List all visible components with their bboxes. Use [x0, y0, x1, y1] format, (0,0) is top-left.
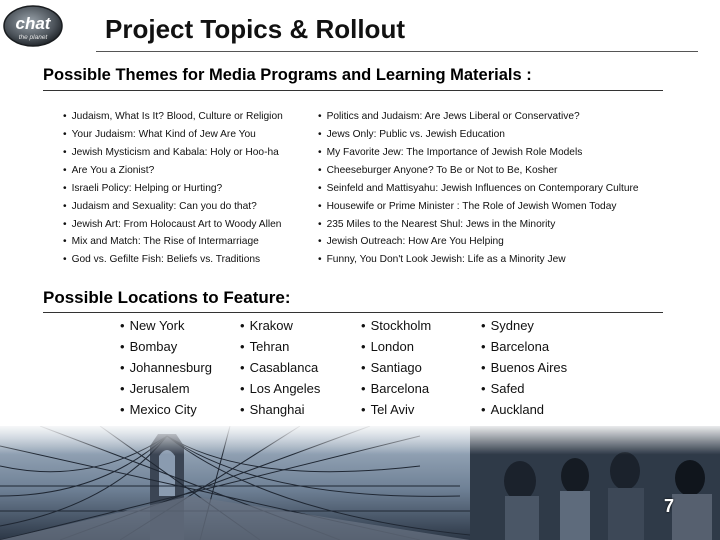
- location-item: • London: [361, 339, 414, 354]
- location-item: • Jerusalem: [120, 381, 190, 396]
- theme-item: • Israeli Policy: Helping or Hurting?: [63, 183, 222, 194]
- location-item: • Stockholm: [361, 318, 431, 333]
- themes-heading: Possible Themes for Media Programs and Learning Materials :: [43, 66, 532, 84]
- theme-item: • Jews Only: Public vs. Jewish Education: [318, 129, 505, 140]
- bridge-photo-banner: [0, 426, 720, 540]
- page-number: 7: [664, 496, 675, 516]
- location-item: • Auckland: [481, 402, 544, 417]
- logo-subtext: the planet: [18, 34, 48, 41]
- locations-heading: Possible Locations to Feature:: [43, 288, 291, 307]
- location-item: • Safed: [481, 381, 525, 396]
- theme-item: • Seinfeld and Mattisyahu: Jewish Influences on Contemporary Culture: [318, 183, 639, 194]
- theme-item: • Cheeseburger Anyone? To Be or Not to Be, Kosher: [318, 165, 557, 176]
- theme-item: • Are You a Zionist?: [63, 165, 154, 176]
- locations-divider: [43, 312, 663, 313]
- location-item: • Bombay: [120, 339, 177, 354]
- location-item: • Tehran: [240, 339, 289, 354]
- themes-divider: [43, 90, 663, 91]
- location-item: • Casablanca: [240, 360, 318, 375]
- location-item: • Buenos Aires: [481, 360, 567, 375]
- theme-item: • My Favorite Jew: The Importance of Jewish Role Models: [318, 147, 582, 158]
- theme-item: • Jewish Art: From Holocaust Art to Woody Allen: [63, 219, 281, 230]
- location-item: • Shanghai: [240, 402, 305, 417]
- theme-item: • God vs. Gefilte Fish: Beliefs vs. Traditions: [63, 254, 260, 265]
- theme-item: • Judaism, What Is It? Blood, Culture or Religion: [63, 111, 283, 122]
- location-item: • Tel Aviv: [361, 402, 414, 417]
- location-item: • Sydney: [481, 318, 534, 333]
- theme-item: • 235 Miles to the Nearest Shul: Jews in the Minority: [318, 219, 555, 230]
- theme-item: • Funny, You Don't Look Jewish: Life as a Minority Jew: [318, 254, 566, 265]
- location-item: • Mexico City: [120, 402, 197, 417]
- location-item: • Johannesburg: [120, 360, 212, 375]
- location-item: • Los Angeles: [240, 381, 320, 396]
- location-item: • Barcelona: [361, 381, 429, 396]
- theme-item: • Politics and Judaism: Are Jews Liberal or Conservative?: [318, 111, 580, 122]
- page-title: Project Topics & Rollout: [105, 14, 405, 44]
- location-item: • Krakow: [240, 318, 293, 333]
- theme-item: • Judaism and Sexuality: Can you do that?: [63, 201, 257, 212]
- theme-item: • Mix and Match: The Rise of Intermarriage: [63, 236, 259, 247]
- theme-item: • Jewish Mysticism and Kabala: Holy or Hoo-ha: [63, 147, 279, 158]
- location-item: • Barcelona: [481, 339, 549, 354]
- title-divider: [96, 51, 698, 52]
- location-item: • New York: [120, 318, 184, 333]
- chat-the-planet-logo: [2, 4, 64, 48]
- logo-text: chat: [15, 14, 51, 33]
- theme-item: • Housewife or Prime Minister : The Role of Jewish Women Today: [318, 201, 616, 212]
- location-item: • Santiago: [361, 360, 422, 375]
- theme-item: • Your Judaism: What Kind of Jew Are You: [63, 129, 256, 140]
- theme-item: • Jewish Outreach: How Are You Helping: [318, 236, 504, 247]
